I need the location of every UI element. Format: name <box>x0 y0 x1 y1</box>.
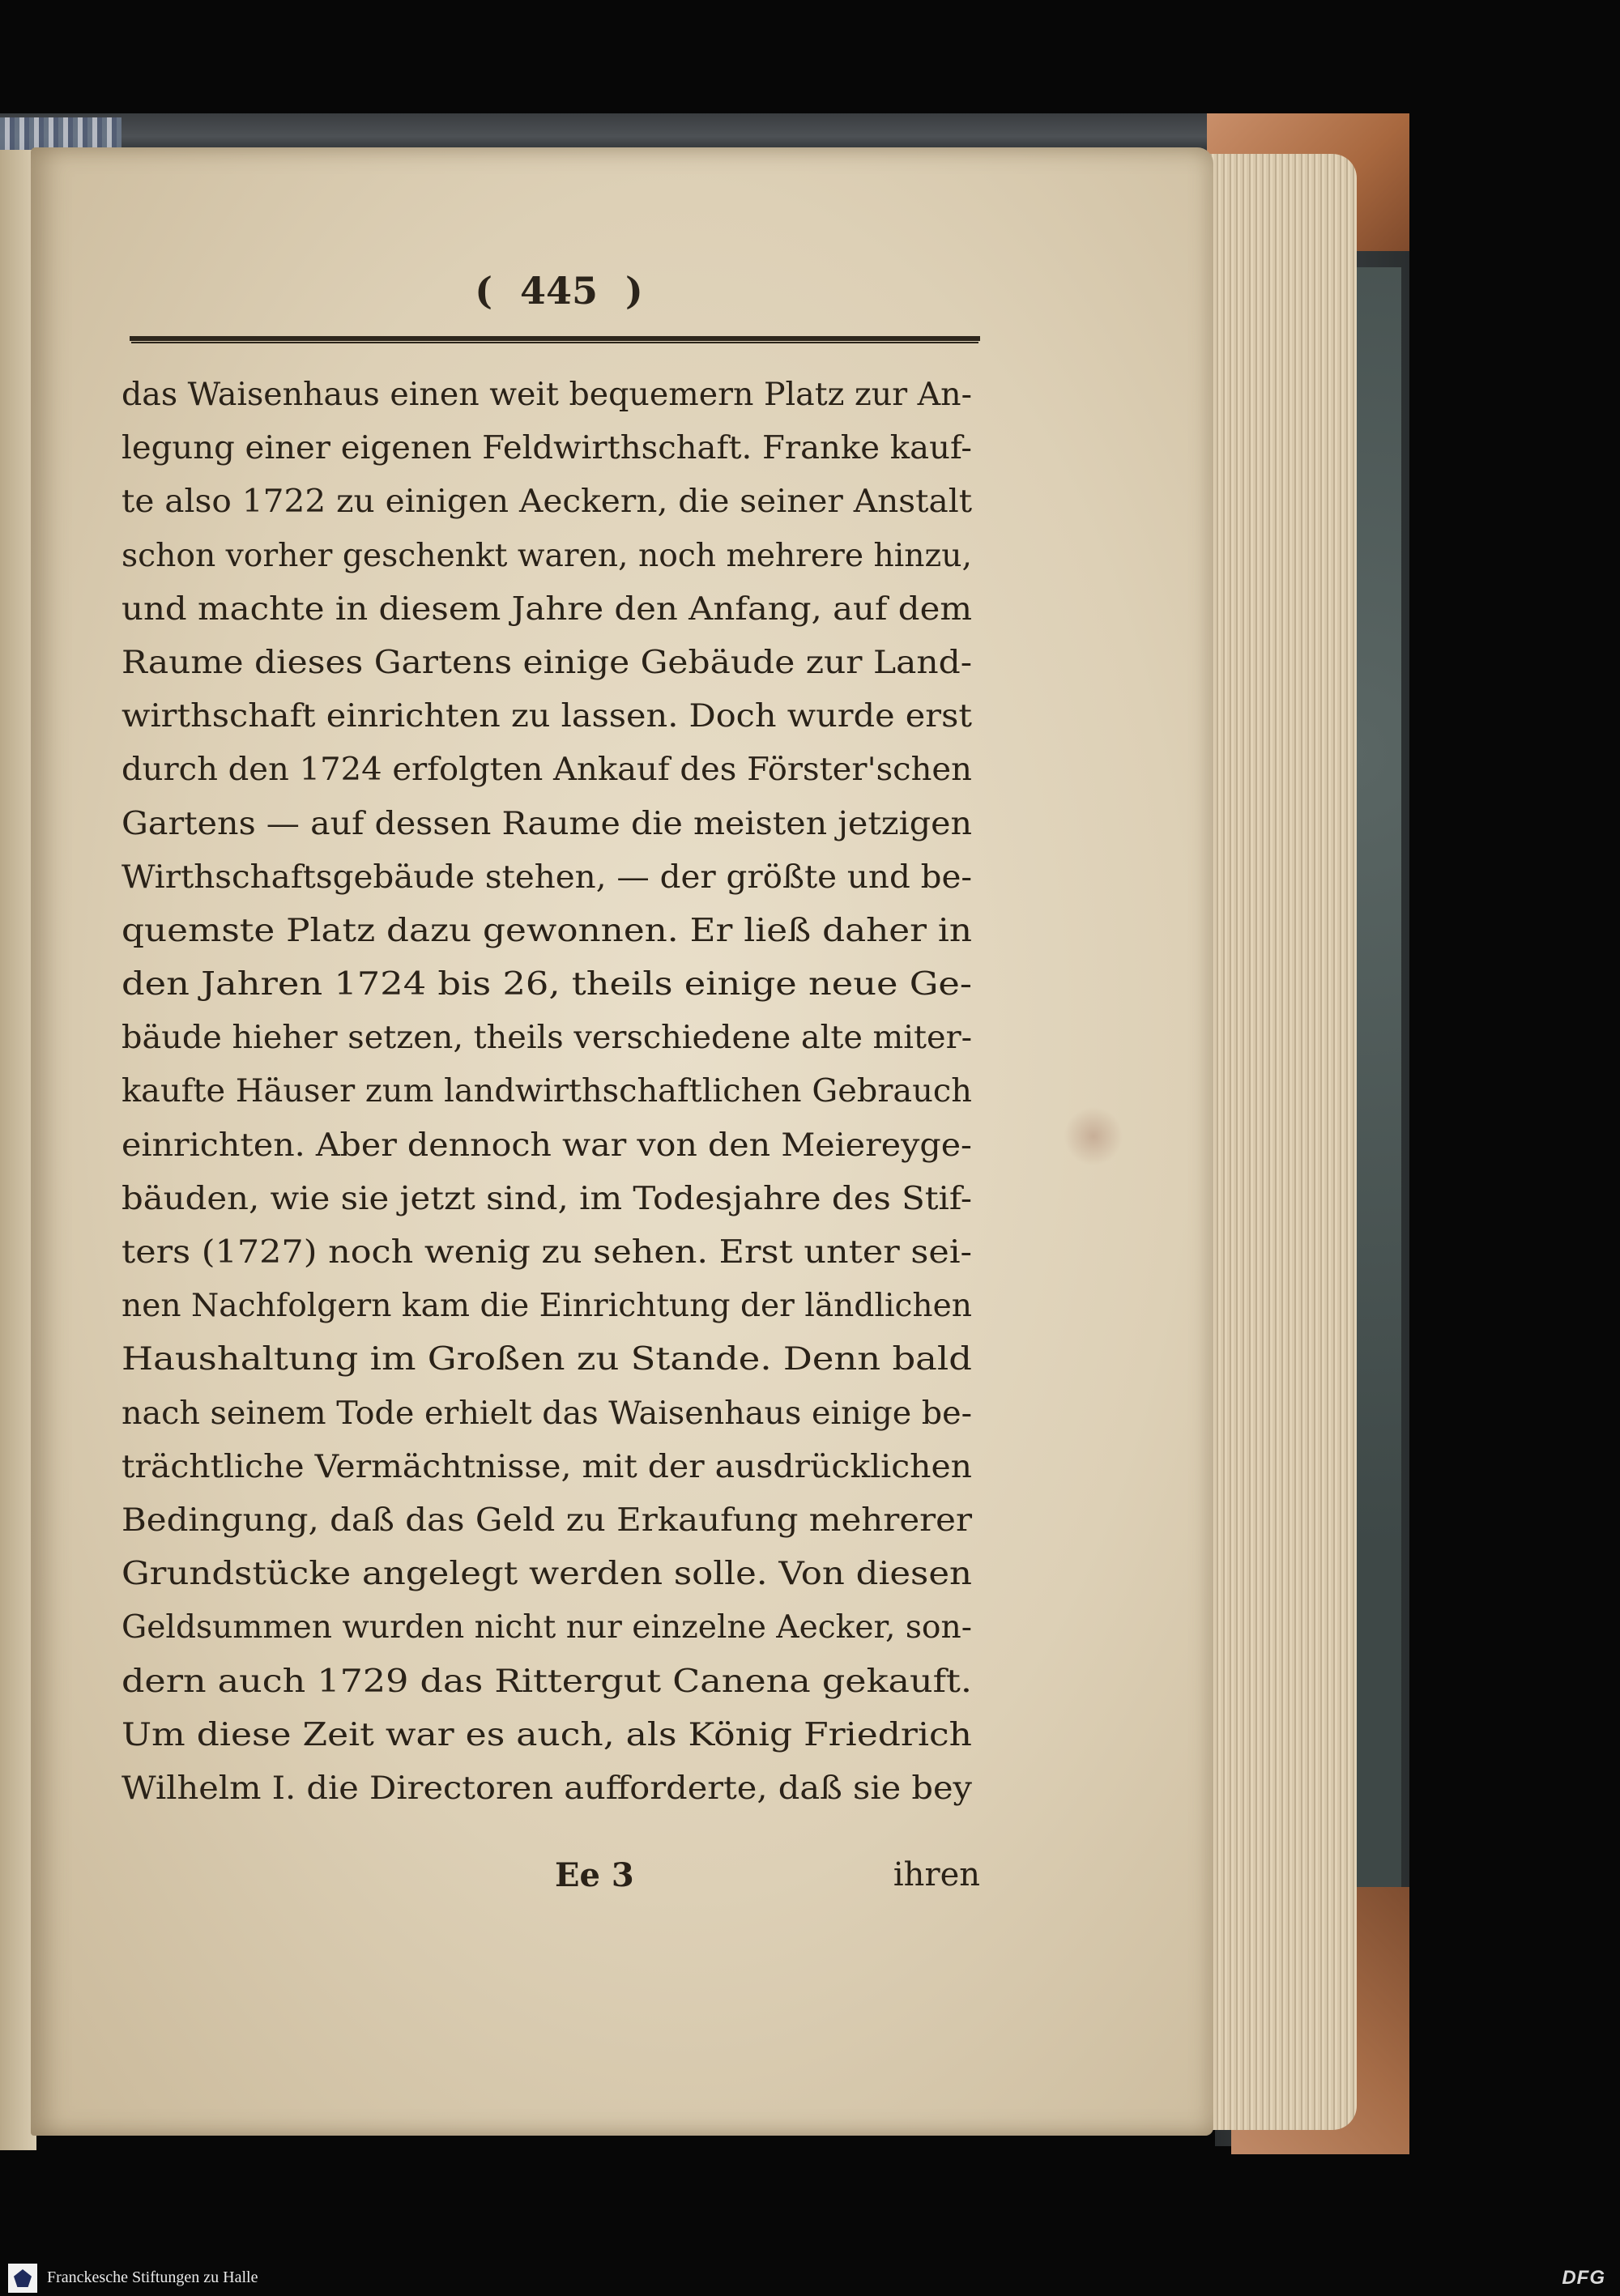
header-rule <box>130 336 980 341</box>
text-line: und machte in diesem Jahre den Anfang, auf dem <box>122 590 973 628</box>
text-line: das Waisenhaus einen weit bequemern Platz zur An- <box>122 377 972 413</box>
text-line: Grundstücke angelegt werden solle. Von diesen <box>122 1556 972 1593</box>
catchword: ihren <box>893 1856 980 1893</box>
page-header <box>437 261 680 321</box>
page-edges <box>1195 154 1357 2130</box>
binding-fabric-strip <box>0 117 122 150</box>
text-line: einrichten. Aber dennoch war von den Meiereyge- <box>122 1127 972 1164</box>
text-line: ters (1727) noch wenig zu sehen. Erst unter sei- <box>122 1234 973 1271</box>
header-open-paren: ( <box>475 269 492 313</box>
text-line: Gartens — auf dessen Raume die meisten jetzigen <box>122 805 973 842</box>
page-number: 445 <box>519 269 599 313</box>
institution-logo-icon <box>8 2264 37 2293</box>
text-line: te also 1722 zu einigen Aeckern, die seiner Anstalt <box>122 483 973 521</box>
text-line: nen Nachfolgern kam die Einrichtung der ländlichen <box>122 1288 973 1325</box>
text-line: nach seinem Tode erhielt das Waisenhaus einige be- <box>122 1395 973 1432</box>
book-binding-top <box>0 113 1409 152</box>
text-line: Um diese Zeit war es auch, als König Friedrich <box>122 1716 972 1753</box>
page-footer <box>122 1856 980 1910</box>
text-line: trächtliche Vermächtnisse, mit der ausdrücklichen <box>122 1448 973 1485</box>
text-line: Wilhelm I. die Directoren aufforderte, daß sie bey <box>122 1770 972 1807</box>
text-line: Haushaltung im Großen zu Stande. Denn bald <box>122 1341 973 1378</box>
text-line: Wirthschaftsgebäude stehen, — der größte und be- <box>122 858 973 896</box>
text-line: bäuden, wie sie jetzt sind, im Todesjahre des Stif- <box>122 1180 972 1217</box>
page-stain <box>1064 1107 1123 1165</box>
text-line: den Jahren 1724 bis 26, theils einige neue Ge- <box>122 966 972 1003</box>
text-line: quemste Platz dazu gewonnen. Er ließ daher in <box>122 912 973 949</box>
body-text <box>122 368 972 1816</box>
text-line: dern auch 1729 das Rittergut Canena gekauft. <box>122 1663 973 1700</box>
text-line: kaufte Häuser zum landwirthschaftlichen Gebrauch <box>122 1073 972 1110</box>
institution-name: Franckesche Stiftungen zu Halle <box>47 2268 258 2286</box>
viewer-footer-bar <box>0 2260 1620 2296</box>
text-line: durch den 1724 erfolgten Ankauf des Förster'schen <box>122 752 972 789</box>
text-line: Raume dieses Gartens einige Gebäude zur Land- <box>122 644 973 681</box>
header-close-paren: ) <box>625 269 643 313</box>
dfg-logo: DFG <box>1562 2267 1605 2289</box>
text-line: Geldsummen wurden nicht nur einzelne Aecker, son- <box>122 1609 972 1646</box>
text-line: Bedingung, daß das Geld zu Erkaufung mehrerer <box>122 1502 973 1539</box>
text-line: schon vorher geschenkt waren, noch mehrere hinzu, <box>122 537 972 574</box>
signature-mark: Ee 3 <box>555 1856 634 1894</box>
text-line: wirthschaft einrichten zu lassen. Doch wurde erst <box>122 698 972 735</box>
text-line: bäude hieher setzen, theils verschiedene alte miter- <box>122 1020 973 1057</box>
text-line: legung einer eigenen Feldwirthschaft. Franke kauf- <box>122 430 972 467</box>
